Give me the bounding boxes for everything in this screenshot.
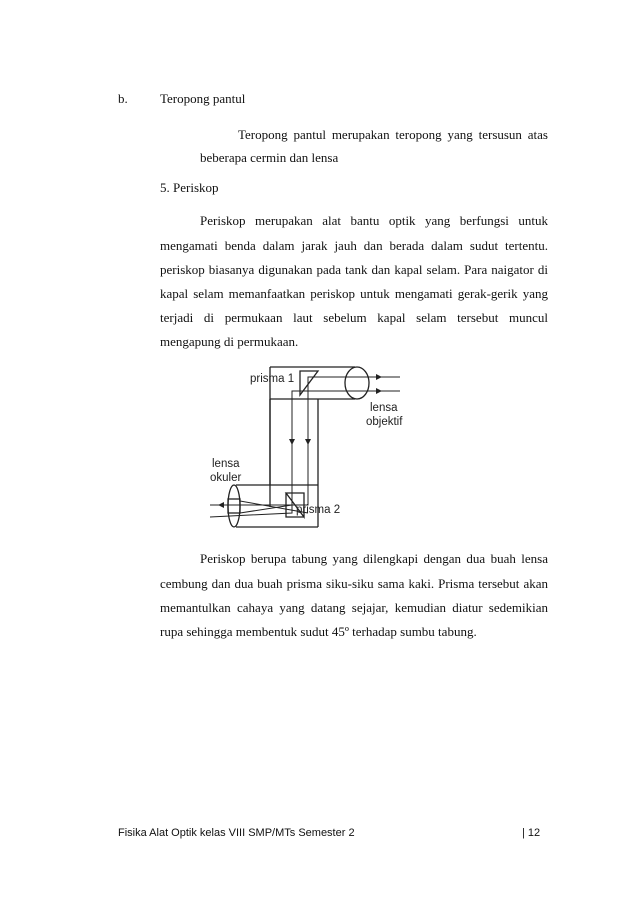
tube-right-wall	[270, 399, 318, 505]
section-b-marker: b.	[118, 91, 128, 106]
label-prisma-1: prisma 1	[250, 373, 295, 385]
section-b-text-1: Teropong pantul merupakan teropong yang tersusun atas	[238, 127, 548, 142]
objective-lens-ellipse	[345, 367, 369, 399]
paragraph-1-line: Periskop merupakan alat bantu optik yang berfungsi untuk	[200, 213, 548, 228]
section-b-heading: Teropong pantul	[160, 91, 246, 106]
label-lensa-okuler-1: lensa	[212, 458, 240, 470]
arrow-down-1	[305, 439, 311, 445]
paragraph-1-line: terjadi di permukaan laut sebelum kapal selam tersebut muncul	[160, 310, 548, 325]
section-5-heading: 5. Periskop	[160, 180, 219, 195]
ray-top	[210, 377, 400, 505]
arrow-in-bottom	[376, 388, 382, 394]
page-number: | 12	[522, 827, 541, 839]
section-b-line-1	[238, 127, 548, 143]
paragraph-2-line: rupa sehingga membentuk sudut 45º terhadap sumbu tabung.	[160, 624, 477, 639]
paragraph-2-line: Periskop berupa tabung yang dilengkapi dengan dua buah lensa	[200, 551, 548, 566]
arrow-out	[218, 502, 224, 508]
arrow-down-2	[289, 439, 295, 445]
label-lensa-objektif-2: objektif	[366, 416, 403, 428]
ocular-lens	[228, 499, 240, 513]
arrow-in-top	[376, 374, 382, 380]
periscope-diagram	[200, 355, 440, 540]
label-lensa-okuler-2: okuler	[210, 472, 242, 484]
paragraph-1-line: mengamati benda dalam jarak jauh dan berada dalam sudut tertentu.	[160, 238, 548, 253]
paragraph-1-line: periskop biasanya digunakan pada tank dan kapal selam. Para naigator di	[160, 262, 548, 277]
upper-tube	[270, 367, 355, 507]
label-prisma-2: prisma 2	[296, 504, 341, 516]
paragraph-2-line: cembung dan dua buah prisma siku-siku sama kaki. Prisma tersebut akan	[160, 576, 548, 591]
label-lensa-objektif-1: lensa	[370, 402, 398, 414]
ocular-lens-ellipse	[228, 485, 240, 527]
paragraph-1-line: kapal selam memanfaatkan periskop untuk mengamati gerak-gerik yang	[160, 286, 548, 301]
footer-title: Fisika Alat Optik kelas VIII SMP/MTs Semester 2	[118, 827, 355, 839]
paragraph-2-line: memantulkan cahaya yang datang sejajar, kemudian diatur sedemikian	[160, 600, 548, 615]
section-b-line-2: beberapa cermin dan lensa	[200, 150, 339, 165]
paragraph-1-line: mengapung di permukaan.	[160, 334, 299, 349]
